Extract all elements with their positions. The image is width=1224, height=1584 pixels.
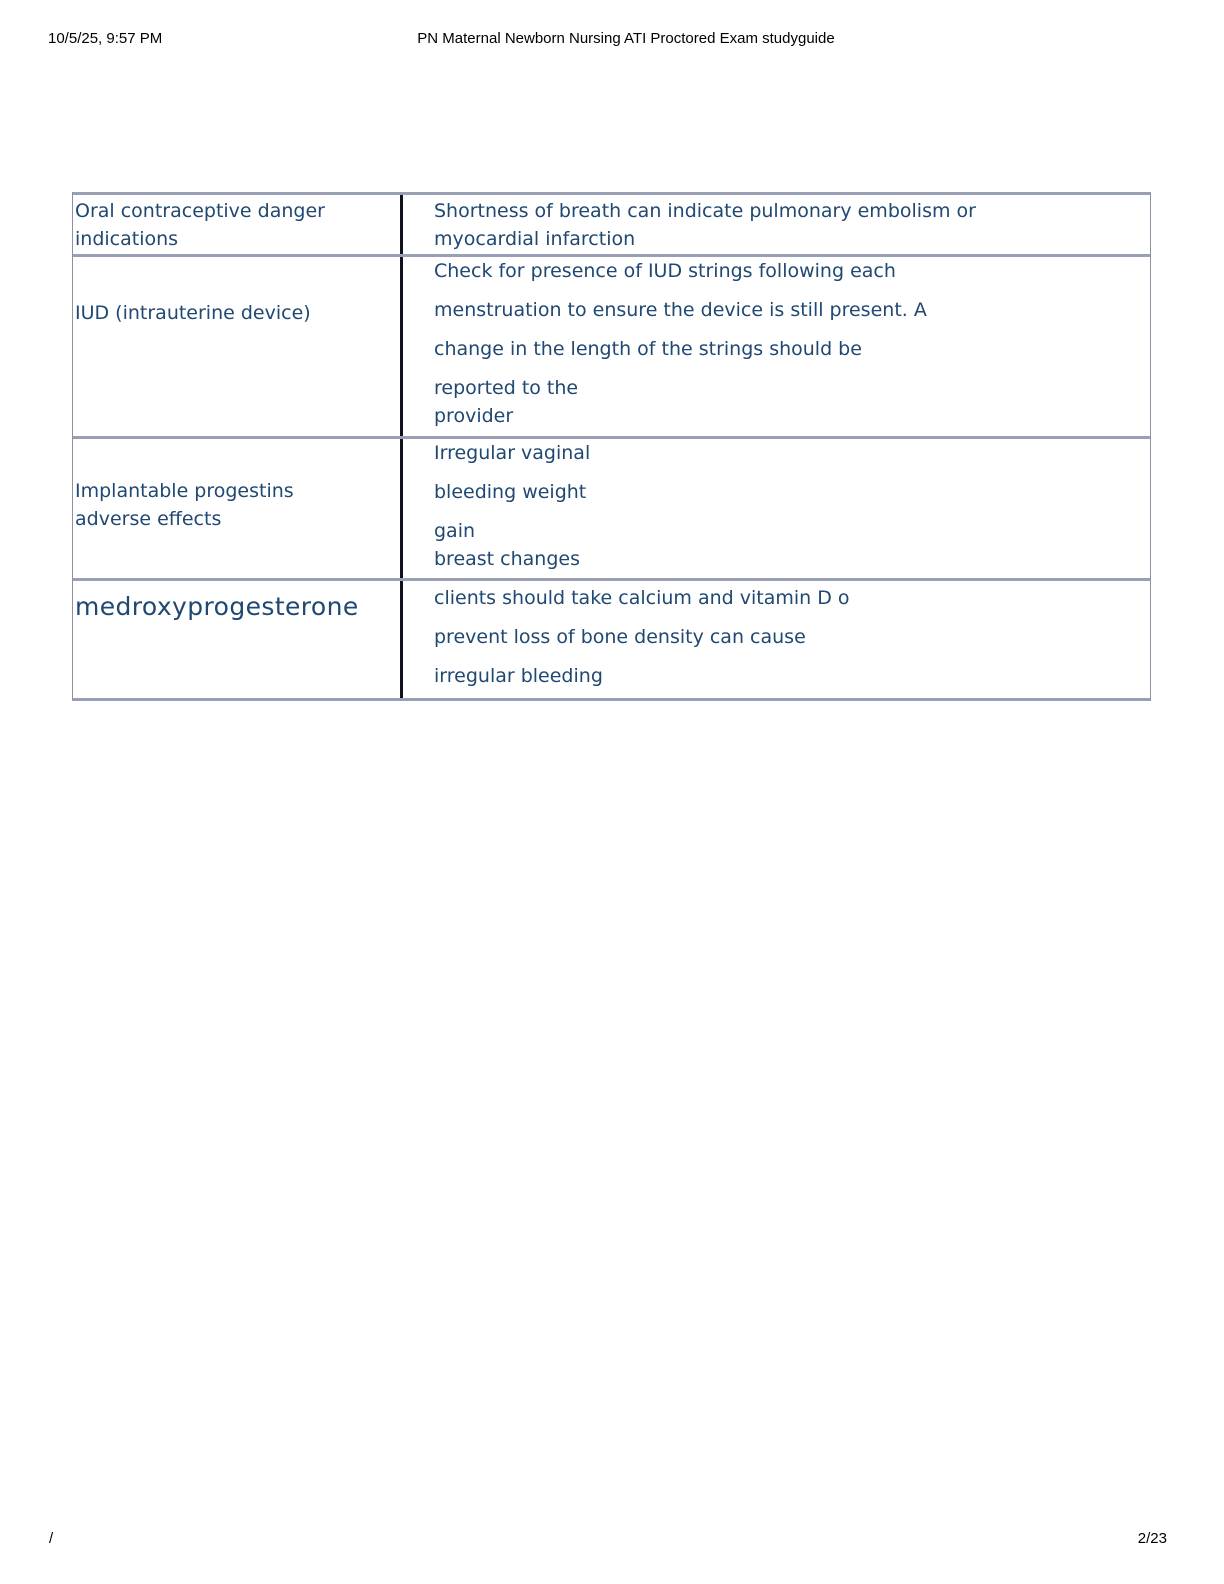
definition-cell bbox=[403, 195, 1150, 254]
term-cell bbox=[73, 257, 403, 436]
definition-text: bleeding weight bbox=[434, 481, 587, 503]
definition-cell bbox=[403, 439, 1150, 578]
term-text: Implantable progestins bbox=[75, 480, 294, 502]
footer-page-path: / bbox=[49, 1530, 54, 1547]
header-timestamp: 10/5/25, 9:57 PM bbox=[48, 30, 163, 47]
definition-text: clients should take calcium and vitamin D o bbox=[434, 587, 850, 609]
definition-text: Shortness of breath can indicate pulmonary embolism or bbox=[434, 200, 976, 222]
definition-cell bbox=[403, 257, 1150, 436]
definition-text: gain bbox=[434, 520, 476, 542]
header-title: PN Maternal Newborn Nursing ATI Proctored Exam studyguide bbox=[417, 30, 835, 47]
definition-text: Irregular vaginal bbox=[434, 442, 591, 464]
definition-text: irregular bleeding bbox=[434, 665, 603, 687]
term-cell bbox=[73, 195, 403, 254]
term-text: indications bbox=[75, 228, 179, 250]
definition-text: prevent loss of bone density can cause bbox=[434, 626, 806, 648]
term-text: Oral contraceptive danger bbox=[75, 200, 325, 222]
term-text: IUD (intrauterine device) bbox=[75, 302, 311, 324]
study-table bbox=[72, 192, 1151, 701]
definition-text: menstruation to ensure the device is still present. A bbox=[434, 299, 927, 321]
definition-text: change in the length of the strings should be bbox=[434, 338, 862, 360]
table-row bbox=[73, 254, 1150, 436]
definition-cell bbox=[403, 581, 1150, 698]
definition-text: myocardial infarction bbox=[434, 228, 636, 250]
definition-text: reported to the bbox=[434, 377, 579, 399]
term-cell bbox=[73, 439, 403, 578]
definition-text: Check for presence of IUD strings following each bbox=[434, 260, 896, 282]
table-row bbox=[73, 578, 1150, 698]
table-row bbox=[73, 436, 1150, 578]
definition-text: provider bbox=[434, 405, 514, 427]
term-cell bbox=[73, 581, 403, 698]
table-row bbox=[73, 192, 1150, 254]
definition-text: breast changes bbox=[434, 548, 580, 570]
footer-page-number: 2/23 bbox=[1137, 1530, 1167, 1547]
term-text: medroxyprogesterone bbox=[75, 592, 359, 621]
term-text: adverse effects bbox=[75, 508, 222, 530]
